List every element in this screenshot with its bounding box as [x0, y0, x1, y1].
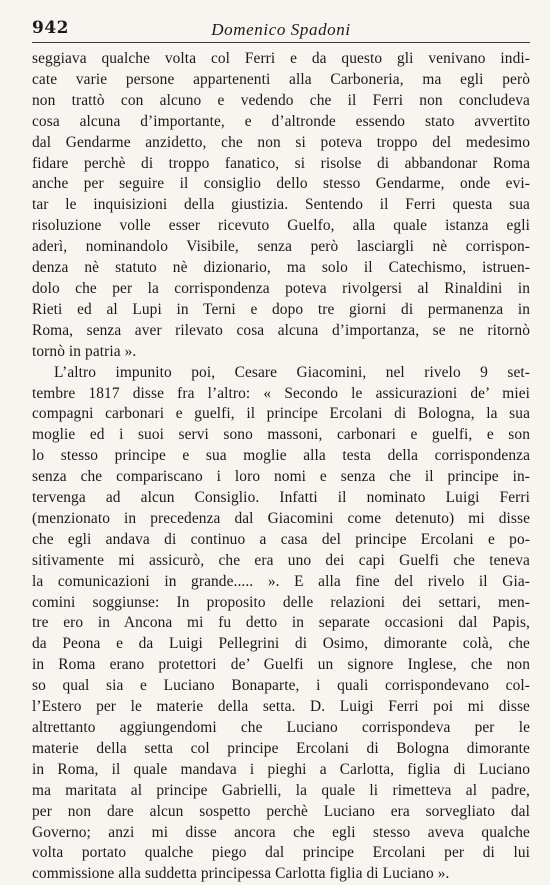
text-line: l’Estero per le materie della setta. D. Luigi Ferri poi mi disse — [32, 698, 530, 716]
text-line: moglie ed i suoi servi sono massoni, carbonari e guelfi, e son — [32, 426, 530, 444]
text-line: sitivamente mi assicurò, che era uno dei capi Guelfi che teneva — [32, 551, 530, 569]
text-line: dolo che per la corrispondenza poteva rivolgersi al Rinaldini in — [32, 279, 530, 297]
text-line: compagni carbonari e guelfi, il principe Ercolani di Bologna, la sua — [32, 405, 530, 423]
text-line: non trattò con alcuno e vedendo che il Ferri non concludeva — [32, 91, 530, 109]
text-line: risoluzione volle esser ricevuto Guelfo, alla quale istanza egli — [32, 217, 530, 235]
text-line: anche per seguire il consiglio dello stesso Gendarme, onde evi- — [32, 175, 530, 193]
text-line: Governo; anzi mi disse ancora che egli stesso aveva qualche — [32, 823, 530, 841]
text-line: Roma, senza aver rilevato cosa alcuna d’importanza, se ne ritornò — [32, 321, 530, 339]
text-line: cate varie persone appartenenti alla Carboneria, ma egli però — [32, 70, 530, 88]
text-line: so qual sia e Luciano Bonaparte, i quali corrispondevano col- — [32, 677, 530, 695]
running-head — [32, 16, 530, 43]
text-line: volta portato qualche piego dal principe Ercolani per di lui — [32, 844, 530, 862]
text-line: fidare perchè di troppo fanatico, si risolse di abbandonar Roma — [32, 154, 530, 172]
text-line: tre ero in Ancona mi fu detto in separate occasioni dal Papis, — [32, 614, 530, 632]
body-text — [32, 49, 530, 885]
paragraph — [32, 363, 530, 885]
text-line: (menzionato in precedenza dal Giacomini come detenuto) mi disse — [32, 509, 530, 527]
text-line: comini soggiunse: In proposito delle relazioni dei settari, men- — [32, 593, 530, 611]
text-line: L’altro impunito poi, Cesare Giacomini, nel rivelo 9 set- — [54, 363, 530, 381]
text-line: denza nè statuto nè dizionario, ma solo il Catechismo, istruen- — [32, 259, 530, 277]
text-line: aderì, nominandolo Visibile, senza però lasciargli nè corrispon- — [32, 238, 530, 256]
text-line: commissione alla suddetta principessa Carlotta figlia di Luciano ». — [32, 865, 450, 883]
text-line: tar le inquisizioni della giustizia. Sentendo il Ferri questa sua — [32, 196, 530, 214]
text-line: la comunicazioni in grande..... ». E alla fine del rivelo il Gia- — [32, 572, 530, 590]
text-line: seggiava qualche volta col Ferri e da questo gli venivano indi- — [32, 50, 530, 67]
text-line: tornò in patria ». — [32, 342, 137, 360]
text-line: Rieti ed al Lupi in Terni e dopo tre giorni di permanenza in — [32, 300, 530, 318]
text-line: che egli andava di continuo a casa del principe Ercolani e po- — [32, 530, 530, 548]
text-line: ma maritata al principe Gabrielli, la quale li rimetteva al padre, — [32, 781, 530, 799]
text-line: tervenga ad alcun Consiglio. Infatti il nominato Luigi Ferri — [32, 489, 530, 507]
text-line: in Roma, il quale mandava i pieghi a Carlotta, figlia di Luciano — [32, 760, 530, 778]
text-line: materie della setta col principe Ercolani di Bologna dimorante — [32, 739, 530, 757]
text-line: senza che compariscano i loro nomi e senza che il principe in- — [32, 468, 530, 486]
text-line: altrettanto aggiungendomi che Luciano corrispondeva per le — [32, 719, 530, 736]
text-line: cosa alcuna d’importante, e d’altronde essendo stato avvertito — [32, 112, 530, 130]
paragraphs — [32, 49, 530, 885]
text-line: tembre 1817 disse fra l’altro: « Secondo le assicurazioni de’ miei — [32, 384, 530, 402]
text-line: lo stesso principe e sua moglie alla testa della corrispondenza — [32, 447, 530, 465]
text-line: da Peona e da Luigi Pellegrini di Osimo, dimorante colà, che — [32, 635, 530, 653]
text-line: per non dare alcun sospetto perchè Luciano era sorvegliato dal — [32, 802, 530, 820]
paragraph — [32, 49, 530, 363]
text-line: in Roma erano protettori de’ Guelfi un signore Inglese, che non — [32, 656, 530, 674]
text-line: dal Gendarme anzidetto, che non si poteva troppo del medesimo — [32, 133, 530, 151]
page-number: 942 — [32, 18, 69, 38]
running-title: Domenico Spadoni — [211, 20, 351, 39]
